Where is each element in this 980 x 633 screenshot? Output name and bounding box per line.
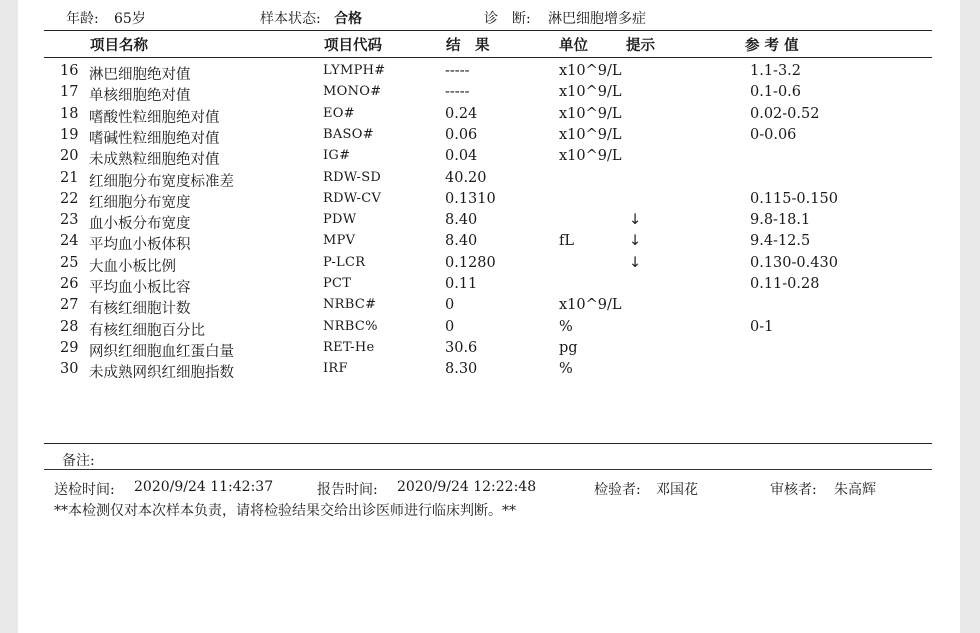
item-name: 大血小板比例 bbox=[89, 258, 176, 275]
header-flag: 提示 bbox=[626, 37, 655, 54]
table-row bbox=[18, 297, 960, 318]
item-name: 平均血小板比容 bbox=[89, 280, 191, 296]
item-result: 0 bbox=[445, 297, 455, 314]
age-label: 年龄: bbox=[66, 11, 99, 27]
table-row bbox=[18, 233, 960, 254]
item-result: 8.40 bbox=[445, 212, 478, 229]
row-number: 18 bbox=[60, 105, 79, 122]
reference-range: 0.11-0.28 bbox=[750, 276, 820, 292]
item-result: 0.1280 bbox=[445, 254, 496, 271]
reference-range: 0.1-0.6 bbox=[750, 84, 802, 101]
item-result: 0.1310 bbox=[445, 190, 496, 207]
reference-range: 1.1-3.2 bbox=[750, 63, 802, 79]
item-code: BASO# bbox=[323, 126, 374, 142]
item-code: IG# bbox=[323, 148, 351, 164]
item-code: NRBC# bbox=[323, 297, 377, 313]
table-row bbox=[18, 191, 960, 212]
age-value: 65岁 bbox=[114, 11, 146, 27]
item-code: NRBC% bbox=[323, 318, 378, 334]
item-unit: fL bbox=[559, 233, 574, 250]
diagnosis-label: 诊 断: bbox=[484, 11, 531, 27]
item-result: 0.11 bbox=[445, 276, 478, 292]
submit-time: 2020/9/24 11:42:37 bbox=[134, 479, 274, 495]
item-unit: x10^9/L bbox=[559, 63, 622, 79]
diagnosis-value: 淋巴细胞增多症 bbox=[548, 11, 646, 27]
item-name: 未成熟粒细胞绝对值 bbox=[89, 152, 220, 169]
row-number: 28 bbox=[60, 318, 79, 335]
row-number: 20 bbox=[60, 148, 79, 165]
item-name: 有核红细胞计数 bbox=[89, 301, 191, 318]
item-code: IRF bbox=[323, 361, 348, 377]
remarks-rule bbox=[44, 469, 932, 470]
table-row bbox=[18, 340, 960, 361]
reference-range: 0.115-0.150 bbox=[750, 190, 838, 207]
table-row bbox=[18, 106, 960, 127]
inspector-name: 邓国花 bbox=[656, 482, 698, 498]
item-result: 0 bbox=[445, 318, 455, 335]
item-code: RDW-SD bbox=[323, 169, 382, 185]
item-name: 未成熟网织红细胞指数 bbox=[89, 365, 234, 382]
item-result: 0.04 bbox=[445, 148, 478, 165]
item-name: 血小板分布宽度 bbox=[89, 216, 191, 233]
item-code: P-LCR bbox=[323, 254, 366, 270]
table-row bbox=[18, 276, 960, 297]
row-number: 27 bbox=[60, 297, 79, 314]
item-unit: % bbox=[559, 318, 573, 335]
reviewer-name: 朱高辉 bbox=[834, 482, 876, 498]
row-number: 24 bbox=[60, 233, 79, 250]
item-result: 8.30 bbox=[445, 361, 478, 378]
item-name: 淋巴细胞绝对值 bbox=[89, 67, 191, 83]
item-result: 0.06 bbox=[445, 126, 478, 143]
row-number: 23 bbox=[60, 212, 79, 229]
item-unit: pg bbox=[559, 339, 578, 356]
item-result: 0.24 bbox=[445, 105, 478, 122]
item-name: 红细胞分布宽度标准差 bbox=[89, 173, 234, 190]
item-result: 40.20 bbox=[445, 169, 487, 186]
reviewer-label: 审核者: bbox=[770, 482, 817, 498]
submit-time-label: 送检时间: bbox=[54, 482, 115, 498]
table-row bbox=[18, 84, 960, 105]
down-arrow-icon: ↓ bbox=[629, 233, 642, 250]
item-name: 单核细胞绝对值 bbox=[89, 88, 191, 105]
row-number: 22 bbox=[60, 190, 79, 207]
report-time-label: 报告时间: bbox=[317, 482, 378, 498]
item-name: 嗜碱性粒细胞绝对值 bbox=[89, 130, 220, 147]
table-end-rule bbox=[44, 443, 932, 444]
reference-range: 0.130-0.430 bbox=[750, 254, 838, 271]
header-code: 项目代码 bbox=[324, 37, 382, 54]
item-name: 网织红细胞血红蛋白量 bbox=[89, 343, 234, 360]
item-name: 有核红细胞百分比 bbox=[89, 322, 205, 339]
table-row bbox=[18, 212, 960, 233]
item-result: 30.6 bbox=[445, 339, 478, 356]
remarks-label: 备注: bbox=[62, 453, 95, 469]
item-result: ----- bbox=[445, 84, 470, 101]
header-bottom-rule bbox=[44, 57, 932, 58]
row-number: 19 bbox=[60, 126, 79, 143]
table-row bbox=[18, 127, 960, 148]
item-unit: x10^9/L bbox=[559, 105, 622, 122]
report-page bbox=[18, 0, 960, 633]
item-code: MONO# bbox=[323, 84, 382, 100]
reference-range: 9.4-12.5 bbox=[750, 233, 811, 250]
item-code: RDW-CV bbox=[323, 190, 382, 206]
header-top-rule bbox=[44, 30, 932, 31]
down-arrow-icon: ↓ bbox=[629, 212, 642, 229]
row-number: 21 bbox=[60, 169, 79, 186]
item-result: ----- bbox=[445, 63, 470, 79]
reference-range: 0-0.06 bbox=[750, 126, 797, 143]
row-number: 30 bbox=[60, 361, 79, 378]
table-row bbox=[18, 63, 960, 84]
item-code: RET-He bbox=[323, 339, 375, 355]
header-unit: 单位 bbox=[559, 37, 588, 54]
row-number: 17 bbox=[60, 84, 79, 101]
item-unit: % bbox=[559, 361, 573, 378]
header-reference: 参 考 值 bbox=[745, 37, 799, 54]
item-code: PDW bbox=[323, 212, 357, 228]
item-code: MPV bbox=[323, 233, 356, 249]
item-code: LYMPH# bbox=[323, 63, 386, 78]
item-unit: x10^9/L bbox=[559, 84, 622, 101]
inspector-label: 检验者: bbox=[594, 482, 641, 498]
reference-range: 0.02-0.52 bbox=[750, 105, 820, 122]
item-name: 平均血小板体积 bbox=[89, 237, 191, 254]
disclaimer: **本检测仅对本次样本负责，请将检验结果交给出诊医师进行临床判断。** bbox=[54, 503, 516, 519]
table-row bbox=[18, 255, 960, 276]
sample-status-value: 合格 bbox=[334, 11, 362, 27]
row-number: 25 bbox=[60, 254, 79, 271]
table-row bbox=[18, 319, 960, 340]
row-number: 16 bbox=[60, 63, 79, 79]
table-row bbox=[18, 361, 960, 382]
reference-range: 9.8-18.1 bbox=[750, 212, 811, 229]
row-number: 29 bbox=[60, 339, 79, 356]
header-result: 结 果 bbox=[446, 37, 490, 54]
item-result: 8.40 bbox=[445, 233, 478, 250]
header-name: 项目名称 bbox=[90, 37, 148, 54]
item-unit: x10^9/L bbox=[559, 126, 622, 143]
row-number: 26 bbox=[60, 276, 79, 292]
item-code: PCT bbox=[323, 276, 352, 291]
down-arrow-icon: ↓ bbox=[629, 254, 642, 271]
report-time: 2020/9/24 12:22:48 bbox=[397, 479, 537, 495]
reference-range: 0-1 bbox=[750, 318, 774, 335]
item-name: 红细胞分布宽度 bbox=[89, 194, 191, 211]
item-unit: x10^9/L bbox=[559, 297, 622, 314]
table-row bbox=[18, 170, 960, 191]
item-code: EO# bbox=[323, 105, 355, 121]
sample-status-label: 样本状态: bbox=[260, 11, 321, 27]
item-unit: x10^9/L bbox=[559, 148, 622, 165]
table-row bbox=[18, 148, 960, 169]
item-name: 嗜酸性粒细胞绝对值 bbox=[89, 109, 220, 126]
